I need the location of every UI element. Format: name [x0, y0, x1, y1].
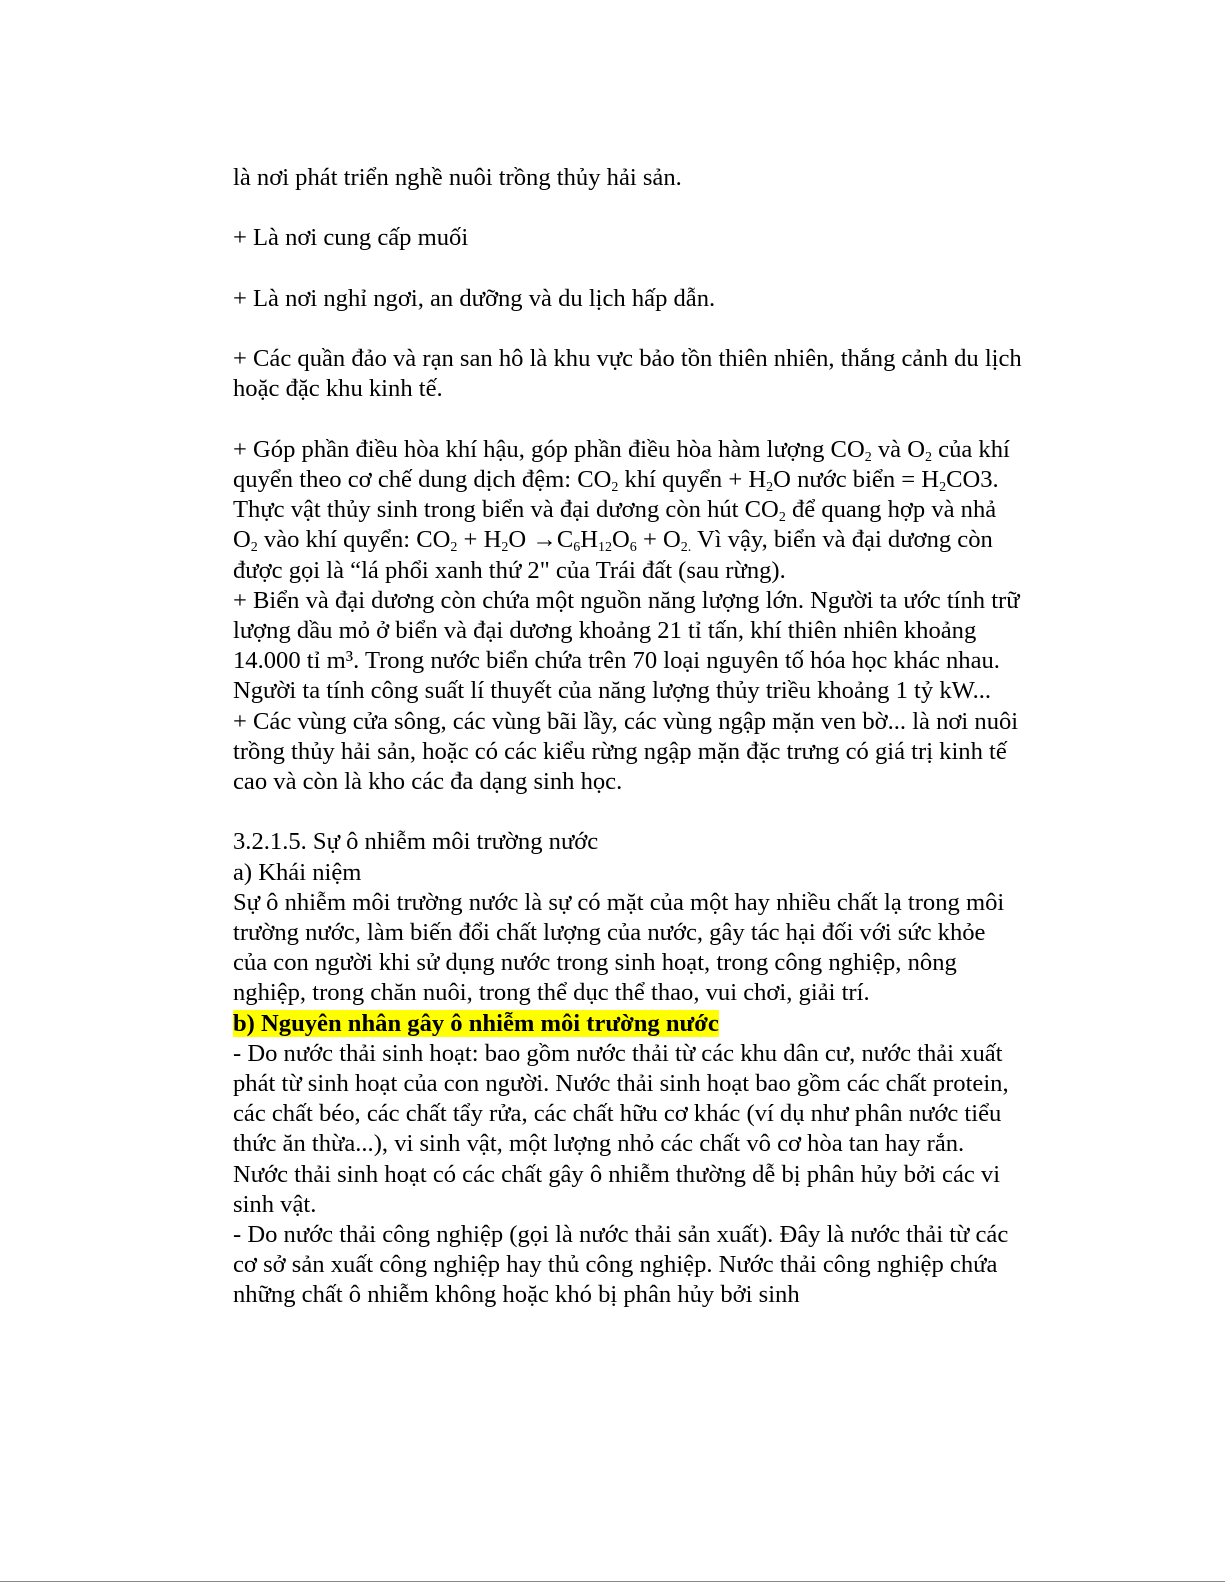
- text-run: + O: [636, 526, 681, 554]
- subscript: 2: [778, 510, 786, 526]
- subscript: 6: [573, 540, 581, 556]
- paragraph-3: + Là nơi nghỉ ngơi, an dưỡng và du lịch hấp dẫn.: [233, 284, 716, 312]
- subscript: 2: [925, 449, 932, 465]
- subscript: 2: [864, 449, 872, 465]
- text-run: + Góp phần điều hòa khí hậu, góp phần điều hòa hàm lượng CO: [233, 435, 865, 463]
- text-run: + H: [457, 526, 502, 554]
- subscript: 2.: [680, 540, 692, 556]
- subheading-b-highlighted: b) Nguyên nhân gây ô nhiễm môi trường nước: [233, 1009, 719, 1037]
- subscript: 2: [939, 479, 947, 495]
- text-run: khí quyển + H: [618, 465, 767, 493]
- subscript: 2: [766, 479, 774, 495]
- text-run: O nước biển = H: [773, 465, 940, 493]
- paragraph-4: + Các quần đảo và rạn san hô là khu vực bảo tồn thiên nhiên, thắng cảnh du lịch hoặc đặc khu kinh tế.: [233, 345, 1022, 403]
- paragraph-8: Sự ô nhiễm môi trường nước là sự có mặt của một hay nhiều chất lạ trong môi trường nước, làm biến đổi chất lượng của nước, gây tác hại đối với sức khỏe của con người khi sử dụng nước trong sinh hoạt, trong công nghiệp, nông nghiệp, trong chăn nuôi, trong thể dục thể thao, vui chơi, giải trí.: [233, 888, 1005, 1007]
- subscript: 12: [598, 540, 613, 556]
- paragraph-5: [233, 435, 1023, 586]
- subscript: 6: [629, 540, 637, 556]
- subscript: 2: [450, 540, 458, 556]
- paragraph-1: là nơi phát triển nghề nuôi trồng thủy hải sản.: [233, 164, 682, 191]
- document-page: [233, 163, 1023, 1311]
- paragraph-6: + Biển và đại dương còn chứa một nguồn năng lượng lớn. Người ta ước tính trữ lượng dầu mỏ ở biển và đại dương khoảng 21 tỉ tấn, khí thiên nhiên khoảng 14.000 tỉ m³. Trong nước biển chứa trên 70 loại nguyên tố hóa học khác nhau. Người ta tính công suất lí thuyết của năng lượng thủy triều khoảng 1 tỷ kW...: [233, 586, 1020, 705]
- text-run: để quang hợp và nhả O: [233, 496, 997, 554]
- text-run: CO3. Thực vật thủy sinh trong biển và đại dương còn hút CO: [233, 465, 999, 524]
- subheading-b-wrapper: [233, 1009, 1023, 1039]
- paragraph-7: + Các vùng cửa sông, các vùng bãi lầy, các vùng ngập mặn ven bờ... là nơi nuôi trồng thủy hải sản, hoặc có các kiểu rừng ngập mặn đặc trưng có giá trị kinh tế cao và còn là kho các đa dạng sinh học.: [233, 707, 1019, 795]
- text-run: và O: [871, 435, 925, 463]
- text-run: O →C: [508, 526, 574, 554]
- page-bottom-divider: [0, 1581, 1225, 1582]
- section-heading: 3.2.1.5. Sự ô nhiễm môi trường nước: [233, 828, 599, 856]
- text-run: H: [580, 526, 599, 554]
- text-run: vào khí quyển: CO: [257, 526, 451, 554]
- paragraph-2: + Là nơi cung cấp muối: [233, 224, 469, 252]
- subscript: 2: [611, 479, 619, 495]
- subscript: 2: [501, 540, 509, 556]
- paragraph-10: - Do nước thải công nghiệp (gọi là nước thải sản xuất). Đây là nước thải từ các cơ sở sản xuất công nghiệp hay thủ công nghiệp. Nước thải công nghiệp chứa những chất ô nhiễm không hoặc khó bị phân hủy bởi sinh: [233, 1221, 1009, 1309]
- text-run: Vì vậy, biển và đại dương còn được gọi là “lá phổi xanh thứ 2" của Trái đất (sau rừng).: [233, 526, 993, 584]
- paragraph-9: - Do nước thải sinh hoạt: bao gồm nước thải từ các khu dân cư, nước thải xuất phát từ sinh hoạt của con người. Nước thải sinh hoạt bao gồm các chất protein, các chất béo, các chất tẩy rửa, các chất hữu cơ khác (ví dụ như phân nước tiểu thức ăn thừa...), vi sinh vật, một lượng nhỏ các chất vô cơ hòa tan hay rắn. Nước thải sinh hoạt có các chất gây ô nhiễm thường dễ bị phân hủy bởi các vi sinh vật.: [233, 1039, 1009, 1218]
- text-run: của khí quyển theo cơ chế dung dịch đệm: CO: [233, 435, 1010, 493]
- subheading-a: a) Khái niệm: [233, 858, 362, 886]
- subscript: 2: [250, 540, 258, 556]
- text-run: O: [612, 526, 630, 554]
